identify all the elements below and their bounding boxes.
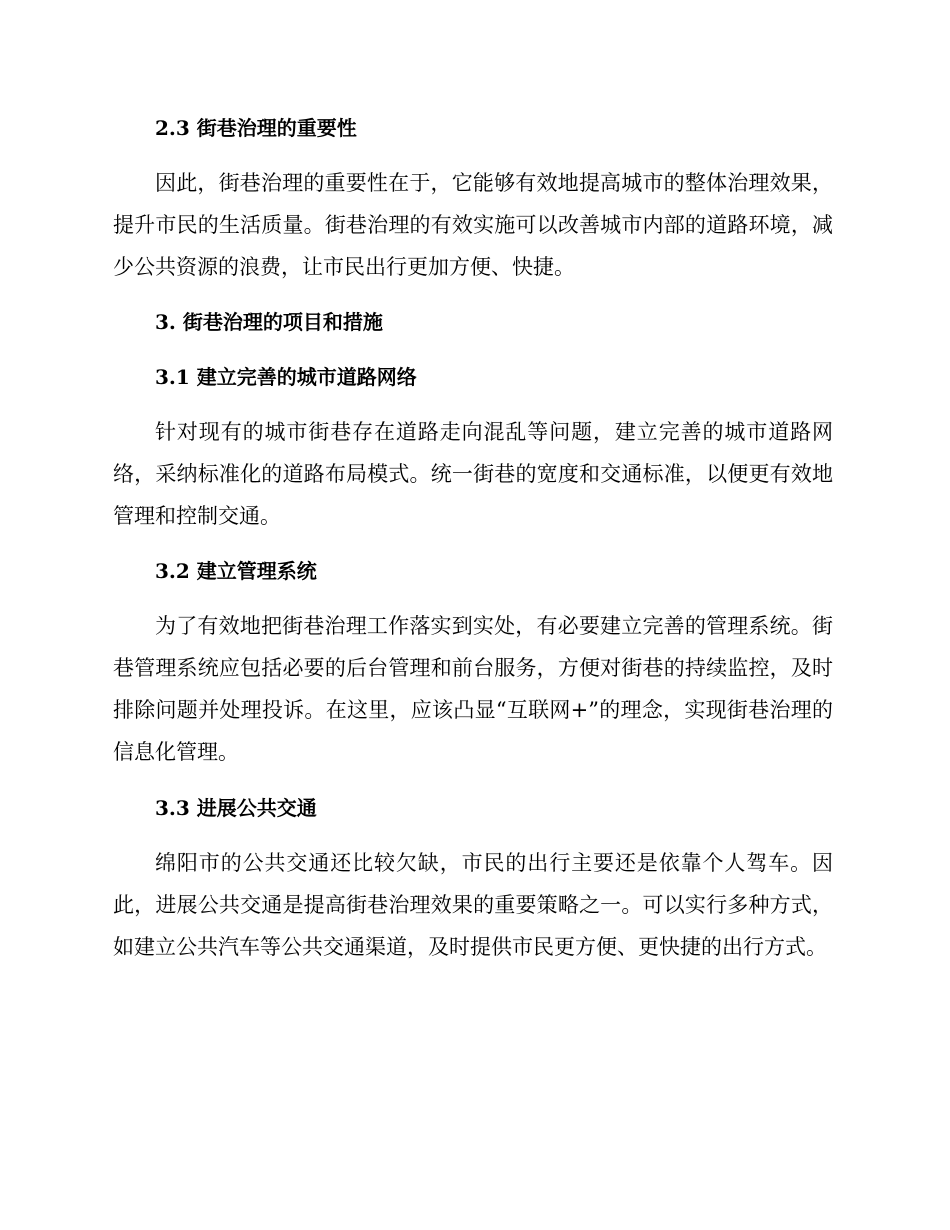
section-heading-3-1: 3.1 建立完善的城市道路网络 — [155, 365, 417, 389]
section-heading-3-3: 3.3 进展公共交通 — [155, 796, 317, 820]
section-heading-3-2: 3.2 建立管理系统 — [155, 559, 317, 583]
section-heading-2-3: 2.3 街巷治理的重要性 — [155, 116, 357, 140]
section-paragraph-3-2: 为了有效地把街巷治理工作落实到实处，有必要建立完善的管理系统。街巷管理系统应包括必要的后台管理和前台服务，方便对街巷的持续监控，及时排除问题并处理投诉。在这里，应该凸显“互联网+”的理念，实现街巷治理的信息化管理。 — [113, 614, 833, 764]
section-paragraph-2-3: 因此，街巷治理的重要性在于，它能够有效地提高城市的整体治理效果，提升市民的生活质量。街巷治理的有效实施可以改善城市内部的道路环境，减少公共资源的浪费，让市民出行更加方便、快捷。 — [113, 171, 833, 279]
section-heading-3: 3. 街巷治理的项目和措施 — [155, 310, 383, 334]
section-paragraph-3-1: 针对现有的城市街巷存在道路走向混乱等问题，建立完善的城市道路网络，采纳标准化的道路布局模式。统一街巷的宽度和交通标准，以便更有效地管理和控制交通。 — [113, 420, 833, 528]
section-paragraph-3-3: 绵阳市的公共交通还比较欠缺，市民的出行主要还是依靠个人驾车。因此，进展公共交通是提高街巷治理效果的重要策略之一。可以实行多种方式，如建立公共汽车等公共交通渠道，及时提供市民更方便、更快捷的出行方式。 — [113, 851, 833, 959]
